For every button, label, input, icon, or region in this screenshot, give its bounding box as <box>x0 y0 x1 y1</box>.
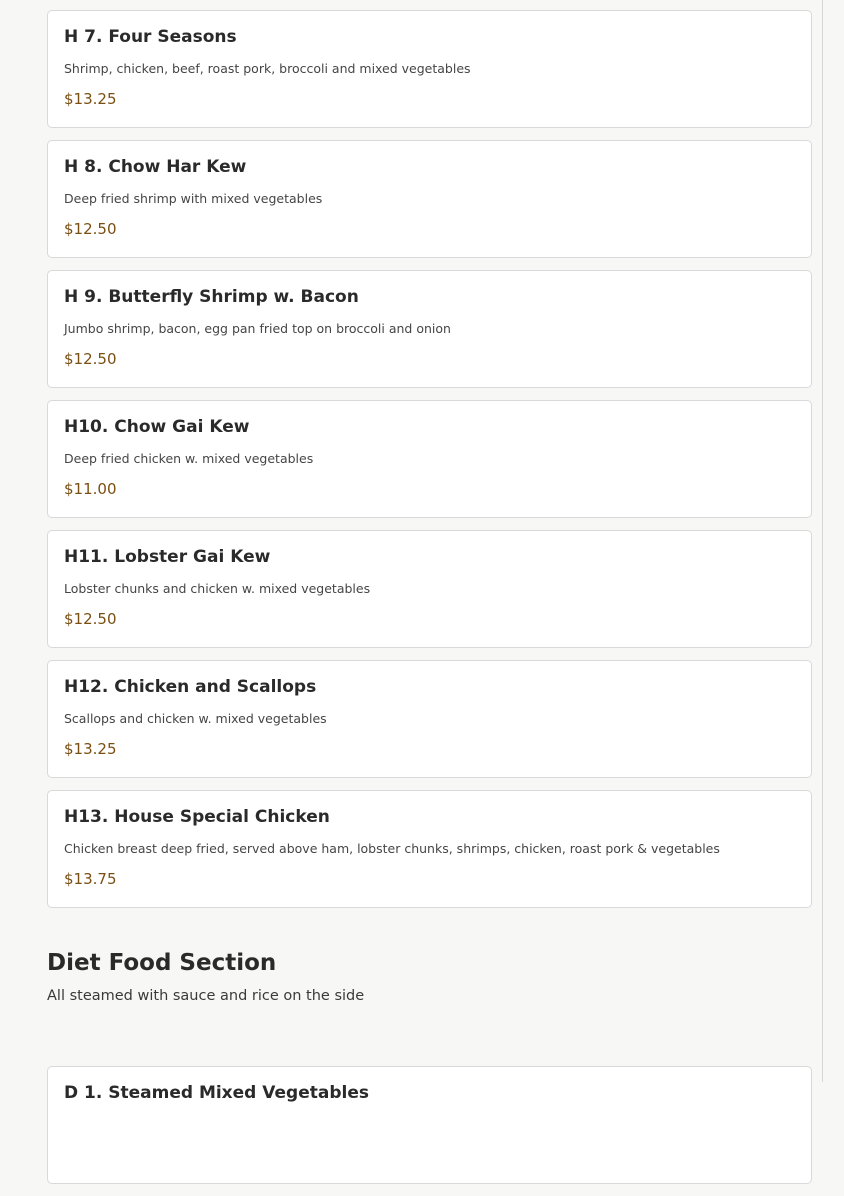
menu-item-card[interactable] <box>47 400 812 518</box>
menu-item-price: $11.00 <box>64 480 117 498</box>
menu-item-card[interactable] <box>47 140 812 258</box>
menu-item-price: $12.50 <box>64 610 117 628</box>
menu-item-card[interactable] <box>47 530 812 648</box>
menu-item-name: D 1. Steamed Mixed Vegetables <box>64 1083 369 1103</box>
menu-item-name: H 9. Butterfly Shrimp w. Bacon <box>64 287 359 307</box>
menu-item-card[interactable] <box>47 270 812 388</box>
menu-item-card[interactable] <box>47 1066 812 1184</box>
menu-item-description: Shrimp, chicken, beef, roast pork, broccoli and mixed vegetables <box>64 61 471 76</box>
menu-item-name: H10. Chow Gai Kew <box>64 417 250 437</box>
menu-item-card[interactable] <box>47 660 812 778</box>
menu-item-description: Deep fried shrimp with mixed vegetables <box>64 191 323 206</box>
menu-item-price: $12.50 <box>64 350 117 368</box>
menu-item-name: H 8. Chow Har Kew <box>64 157 247 177</box>
menu-list <box>47 0 812 1196</box>
menu-item-description: Deep fried chicken w. mixed vegetables <box>64 451 314 466</box>
diet-section-header <box>47 950 812 1066</box>
menu-item-name: H12. Chicken and Scallops <box>64 677 317 697</box>
menu-item-name: H13. House Special Chicken <box>64 807 330 827</box>
menu-item-description: Lobster chunks and chicken w. mixed vegetables <box>64 581 371 596</box>
menu-item-description: Jumbo shrimp, bacon, egg pan fried top on broccoli and onion <box>64 321 451 336</box>
section-title: Diet Food Section <box>47 950 277 976</box>
menu-item-description: Chicken breast deep fried, served above ham, lobster chunks, shrimps, chicken, roast pork & vegetables <box>64 841 720 856</box>
menu-item-price: $13.25 <box>64 740 117 758</box>
page-edge-divider <box>822 0 823 1082</box>
menu-item-card[interactable] <box>47 790 812 908</box>
menu-item-description: Scallops and chicken w. mixed vegetables <box>64 711 327 726</box>
menu-item-name: H11. Lobster Gai Kew <box>64 547 271 567</box>
menu-item-name: H 7. Four Seasons <box>64 27 237 47</box>
menu-item-price: $12.50 <box>64 220 117 238</box>
section-subtitle: All steamed with sauce and rice on the side <box>47 988 365 1004</box>
menu-item-price: $13.25 <box>64 90 117 108</box>
menu-item-card[interactable] <box>47 10 812 128</box>
menu-item-price: $13.75 <box>64 870 117 888</box>
